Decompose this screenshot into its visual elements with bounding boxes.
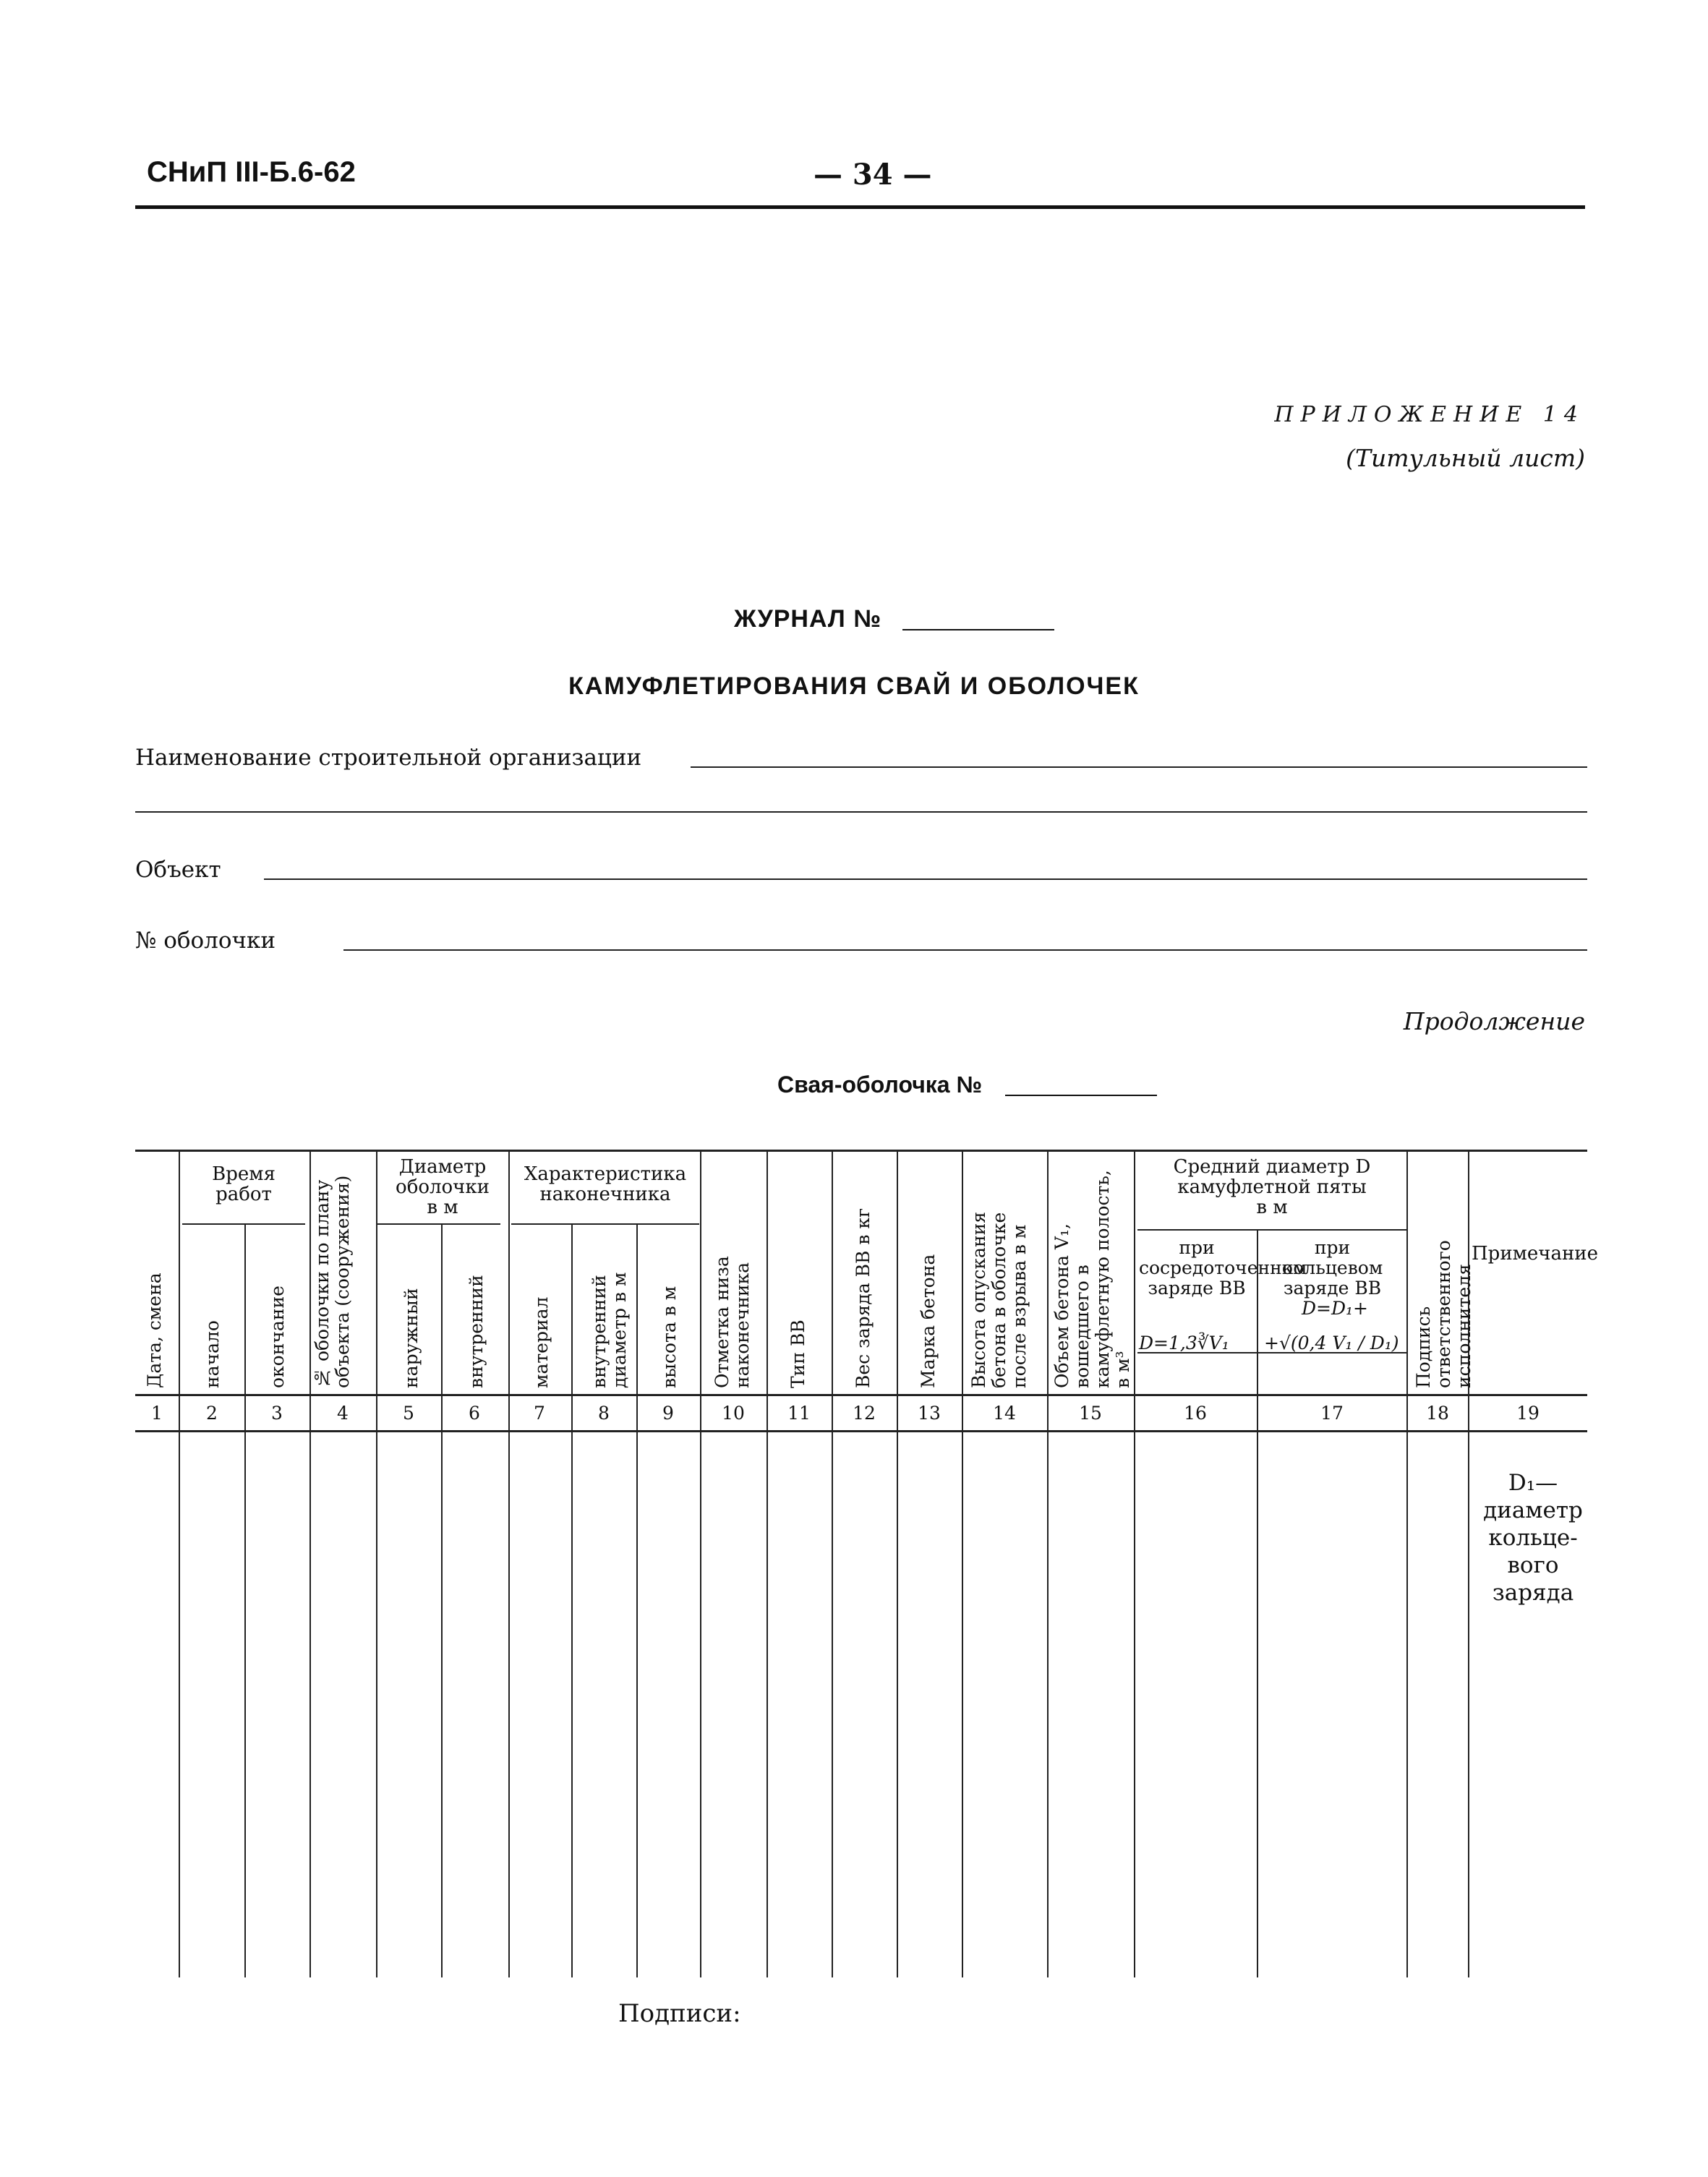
group-rule-time xyxy=(182,1223,305,1225)
shell-number-label: № оболочки xyxy=(135,928,276,954)
formula-ring-a: D=D₁+ xyxy=(1302,1298,1369,1319)
continuation-label: Продолжение xyxy=(1403,1007,1585,1035)
col-label-15: Объем бетона V₁, вошедшего в камуфлетную полость, в м³ xyxy=(1051,1170,1133,1388)
col-label-4: № оболочки по плану объекта (сооружения) xyxy=(312,1175,353,1388)
header-work-time: Время работ xyxy=(212,1163,276,1205)
col-num-1: 1 xyxy=(151,1403,163,1424)
col-num-14: 14 xyxy=(993,1403,1016,1424)
col-divider xyxy=(767,1150,768,1977)
col-divider xyxy=(376,1150,377,1977)
col-divider xyxy=(571,1223,573,1977)
col-label-11: Тип ВВ xyxy=(787,1320,808,1388)
journal-subtitle: КАМУФЛЕТИРОВАНИЯ СВАЙ И ОБОЛОЧЕК xyxy=(568,672,1140,700)
object-line[interactable] xyxy=(264,878,1587,880)
col-divider xyxy=(441,1223,443,1977)
col-num-18: 18 xyxy=(1426,1403,1449,1424)
col-label-16: при сосредоточенном заряде ВВ xyxy=(1139,1237,1307,1299)
col-label-5: наружный xyxy=(401,1288,422,1388)
col-num-16: 16 xyxy=(1184,1403,1207,1424)
formula-ring-b: +√(0,4 V₁ / D₁) xyxy=(1264,1333,1399,1353)
col-label-19: Примечание xyxy=(1472,1243,1598,1265)
col-num-5: 5 xyxy=(403,1403,414,1424)
page-number: — 34 — xyxy=(814,158,932,192)
col-divider xyxy=(832,1150,833,1977)
pile-number-line xyxy=(1005,1095,1157,1096)
col-divider xyxy=(1406,1150,1408,1977)
header-shell-diameter: Диаметр оболочки в м xyxy=(396,1156,490,1218)
col-divider xyxy=(897,1150,898,1977)
header-rule xyxy=(135,205,1585,209)
col-label-14: Высота опускания бетона в оболочке после взрыва в м xyxy=(968,1211,1030,1388)
col-divider xyxy=(309,1150,311,1977)
col-divider xyxy=(244,1223,246,1977)
col-num-19: 19 xyxy=(1516,1403,1540,1424)
col-label-18: Подпись ответственного исполнителя xyxy=(1413,1240,1474,1388)
col-label-7: материал xyxy=(531,1296,552,1388)
appendix-title: ПРИЛОЖЕНИЕ 14 xyxy=(1274,402,1585,427)
col-num-2: 2 xyxy=(206,1403,218,1424)
document-code: СНиП III-Б.6-62 xyxy=(147,156,356,188)
object-label: Объект xyxy=(135,857,221,883)
group-rule-diameter xyxy=(377,1223,500,1225)
col-label-9: высота в м xyxy=(659,1286,680,1388)
col-divider xyxy=(179,1150,180,1977)
col-num-9: 9 xyxy=(662,1403,674,1424)
org-name-label: Наименование строительной организации xyxy=(135,745,642,771)
org-name-line-2[interactable] xyxy=(135,811,1587,813)
col-divider xyxy=(508,1150,510,1977)
journal-title: ЖУРНАЛ № xyxy=(734,605,882,633)
col-label-8: внутренний диаметр в м xyxy=(589,1272,630,1388)
org-name-line[interactable] xyxy=(691,766,1587,768)
col-label-1: Дата, смена xyxy=(144,1273,165,1388)
col-label-17: при кольцевом заряде ВВ xyxy=(1281,1237,1383,1299)
appendix-subtitle: (Титульный лист) xyxy=(1346,444,1585,472)
col-num-3: 3 xyxy=(271,1403,283,1424)
col-num-13: 13 xyxy=(918,1403,941,1424)
col-label-13: Марка бетона xyxy=(918,1254,939,1388)
header-mean-diameter: Средний диаметр D камуфлетной пяты в м xyxy=(1173,1156,1371,1218)
col-divider xyxy=(636,1223,638,1977)
col-num-17: 17 xyxy=(1320,1403,1344,1424)
col-label-12: Вес заряда ВВ в кг xyxy=(853,1207,874,1388)
table-top-rule xyxy=(135,1150,1587,1152)
journal-number-line xyxy=(902,629,1054,630)
col-divider xyxy=(1257,1229,1258,1977)
col-num-12: 12 xyxy=(853,1403,876,1424)
numbers-bottom-rule xyxy=(135,1430,1587,1432)
col-label-6: внутренний xyxy=(466,1275,487,1388)
col-num-4: 4 xyxy=(337,1403,349,1424)
note-ring-diameter: D₁—диаметр кольце- вого заряда xyxy=(1483,1470,1583,1606)
col-num-7: 7 xyxy=(534,1403,545,1424)
signatures-label: Подписи: xyxy=(618,1999,741,2028)
col-label-10: Отметка низа наконечника xyxy=(712,1256,753,1388)
col-num-10: 10 xyxy=(722,1403,745,1424)
formula-concentrated: D=1,3∛V₁ xyxy=(1139,1333,1229,1353)
group-rule-mean xyxy=(1137,1229,1406,1231)
header-tip: Характеристика наконечника xyxy=(524,1163,687,1205)
col-num-11: 11 xyxy=(787,1403,811,1424)
table-caption: Свая-оболочка № xyxy=(777,1072,983,1098)
col-num-6: 6 xyxy=(469,1403,480,1424)
col-num-15: 15 xyxy=(1079,1403,1102,1424)
header-bottom-rule xyxy=(135,1394,1587,1396)
shell-number-line[interactable] xyxy=(343,949,1587,951)
col-divider xyxy=(1134,1150,1135,1977)
col-divider xyxy=(1047,1150,1049,1977)
group-rule-tip xyxy=(511,1223,699,1225)
col-divider xyxy=(700,1150,701,1977)
col-num-8: 8 xyxy=(598,1403,610,1424)
col-label-3: окончание xyxy=(267,1286,288,1388)
col-label-2: начало xyxy=(202,1320,223,1388)
col-divider xyxy=(962,1150,963,1977)
